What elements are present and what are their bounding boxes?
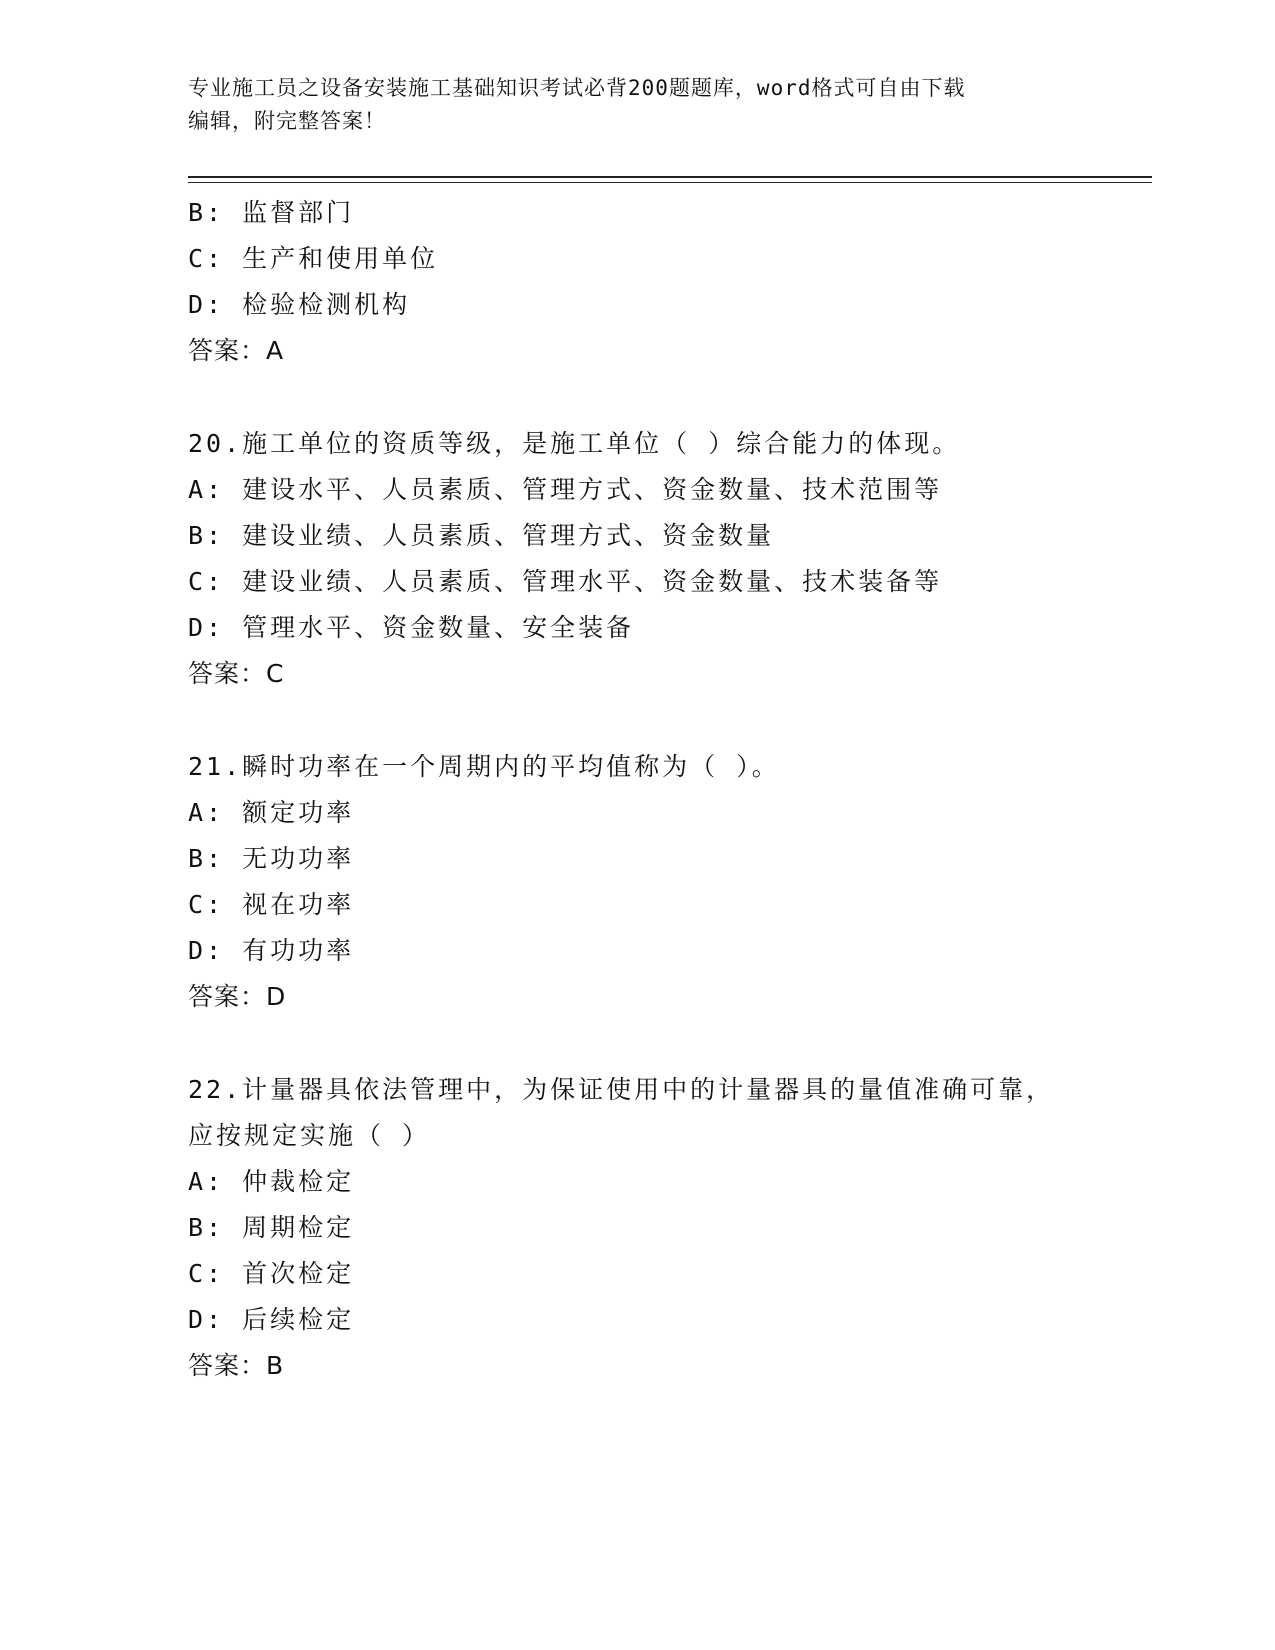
option-b: B: 无功功率 <box>188 844 355 873</box>
question-21 <box>188 744 1152 1020</box>
option-c: C: 生产和使用单位 <box>188 244 439 273</box>
option-a: A: 额定功率 <box>188 798 355 827</box>
option-a: A: 建设水平、人员素质、管理方式、资金数量、技术范围等 <box>188 475 943 504</box>
option-d: D: 后续检定 <box>188 1305 355 1334</box>
option-d: D: 管理水平、资金数量、安全装备 <box>188 613 635 642</box>
question-stem: 22.计量器具依法管理中，为保证使用中的计量器具的量值准确可靠， <box>188 1075 1055 1104</box>
option-b: B: 监督部门 <box>188 198 355 227</box>
question-22 <box>188 1067 1152 1389</box>
document-header <box>188 72 1088 138</box>
option-b: B: 周期检定 <box>188 1213 355 1242</box>
spacer <box>188 697 1152 744</box>
header-line-2: 编辑，附完整答案！ <box>188 109 386 133</box>
option-a: A: 仲裁检定 <box>188 1167 355 1196</box>
question-stem: 21.瞬时功率在一个周期内的平均值称为（ ）。 <box>188 752 780 781</box>
option-b: B: 建设业绩、人员素质、管理方式、资金数量 <box>188 521 775 550</box>
spacer <box>188 1020 1152 1067</box>
question-20 <box>188 421 1152 697</box>
spacer <box>188 374 1152 421</box>
answer-line: 答案：D <box>188 982 287 1011</box>
question-fragment <box>188 190 1152 374</box>
answer-line: 答案：B <box>188 1351 285 1380</box>
header-divider-thick <box>188 176 1152 178</box>
answer-line: 答案：A <box>188 336 285 365</box>
header-divider-thin <box>188 182 1152 183</box>
option-d: D: 检验检测机构 <box>188 290 411 319</box>
question-stem-continued: 应按规定实施（ ） <box>188 1121 431 1150</box>
option-c: C: 建设业绩、人员素质、管理水平、资金数量、技术装备等 <box>188 567 943 596</box>
option-c: C: 首次检定 <box>188 1259 355 1288</box>
header-line-1: 专业施工员之设备安装施工基础知识考试必背200题题库，word格式可自由下载 <box>188 76 966 100</box>
document-body <box>188 190 1152 1389</box>
option-d: D: 有功功率 <box>188 936 355 965</box>
answer-line: 答案：C <box>188 659 285 688</box>
question-stem: 20.施工单位的资质等级，是施工单位（ ）综合能力的体现。 <box>188 429 961 458</box>
option-c: C: 视在功率 <box>188 890 355 919</box>
